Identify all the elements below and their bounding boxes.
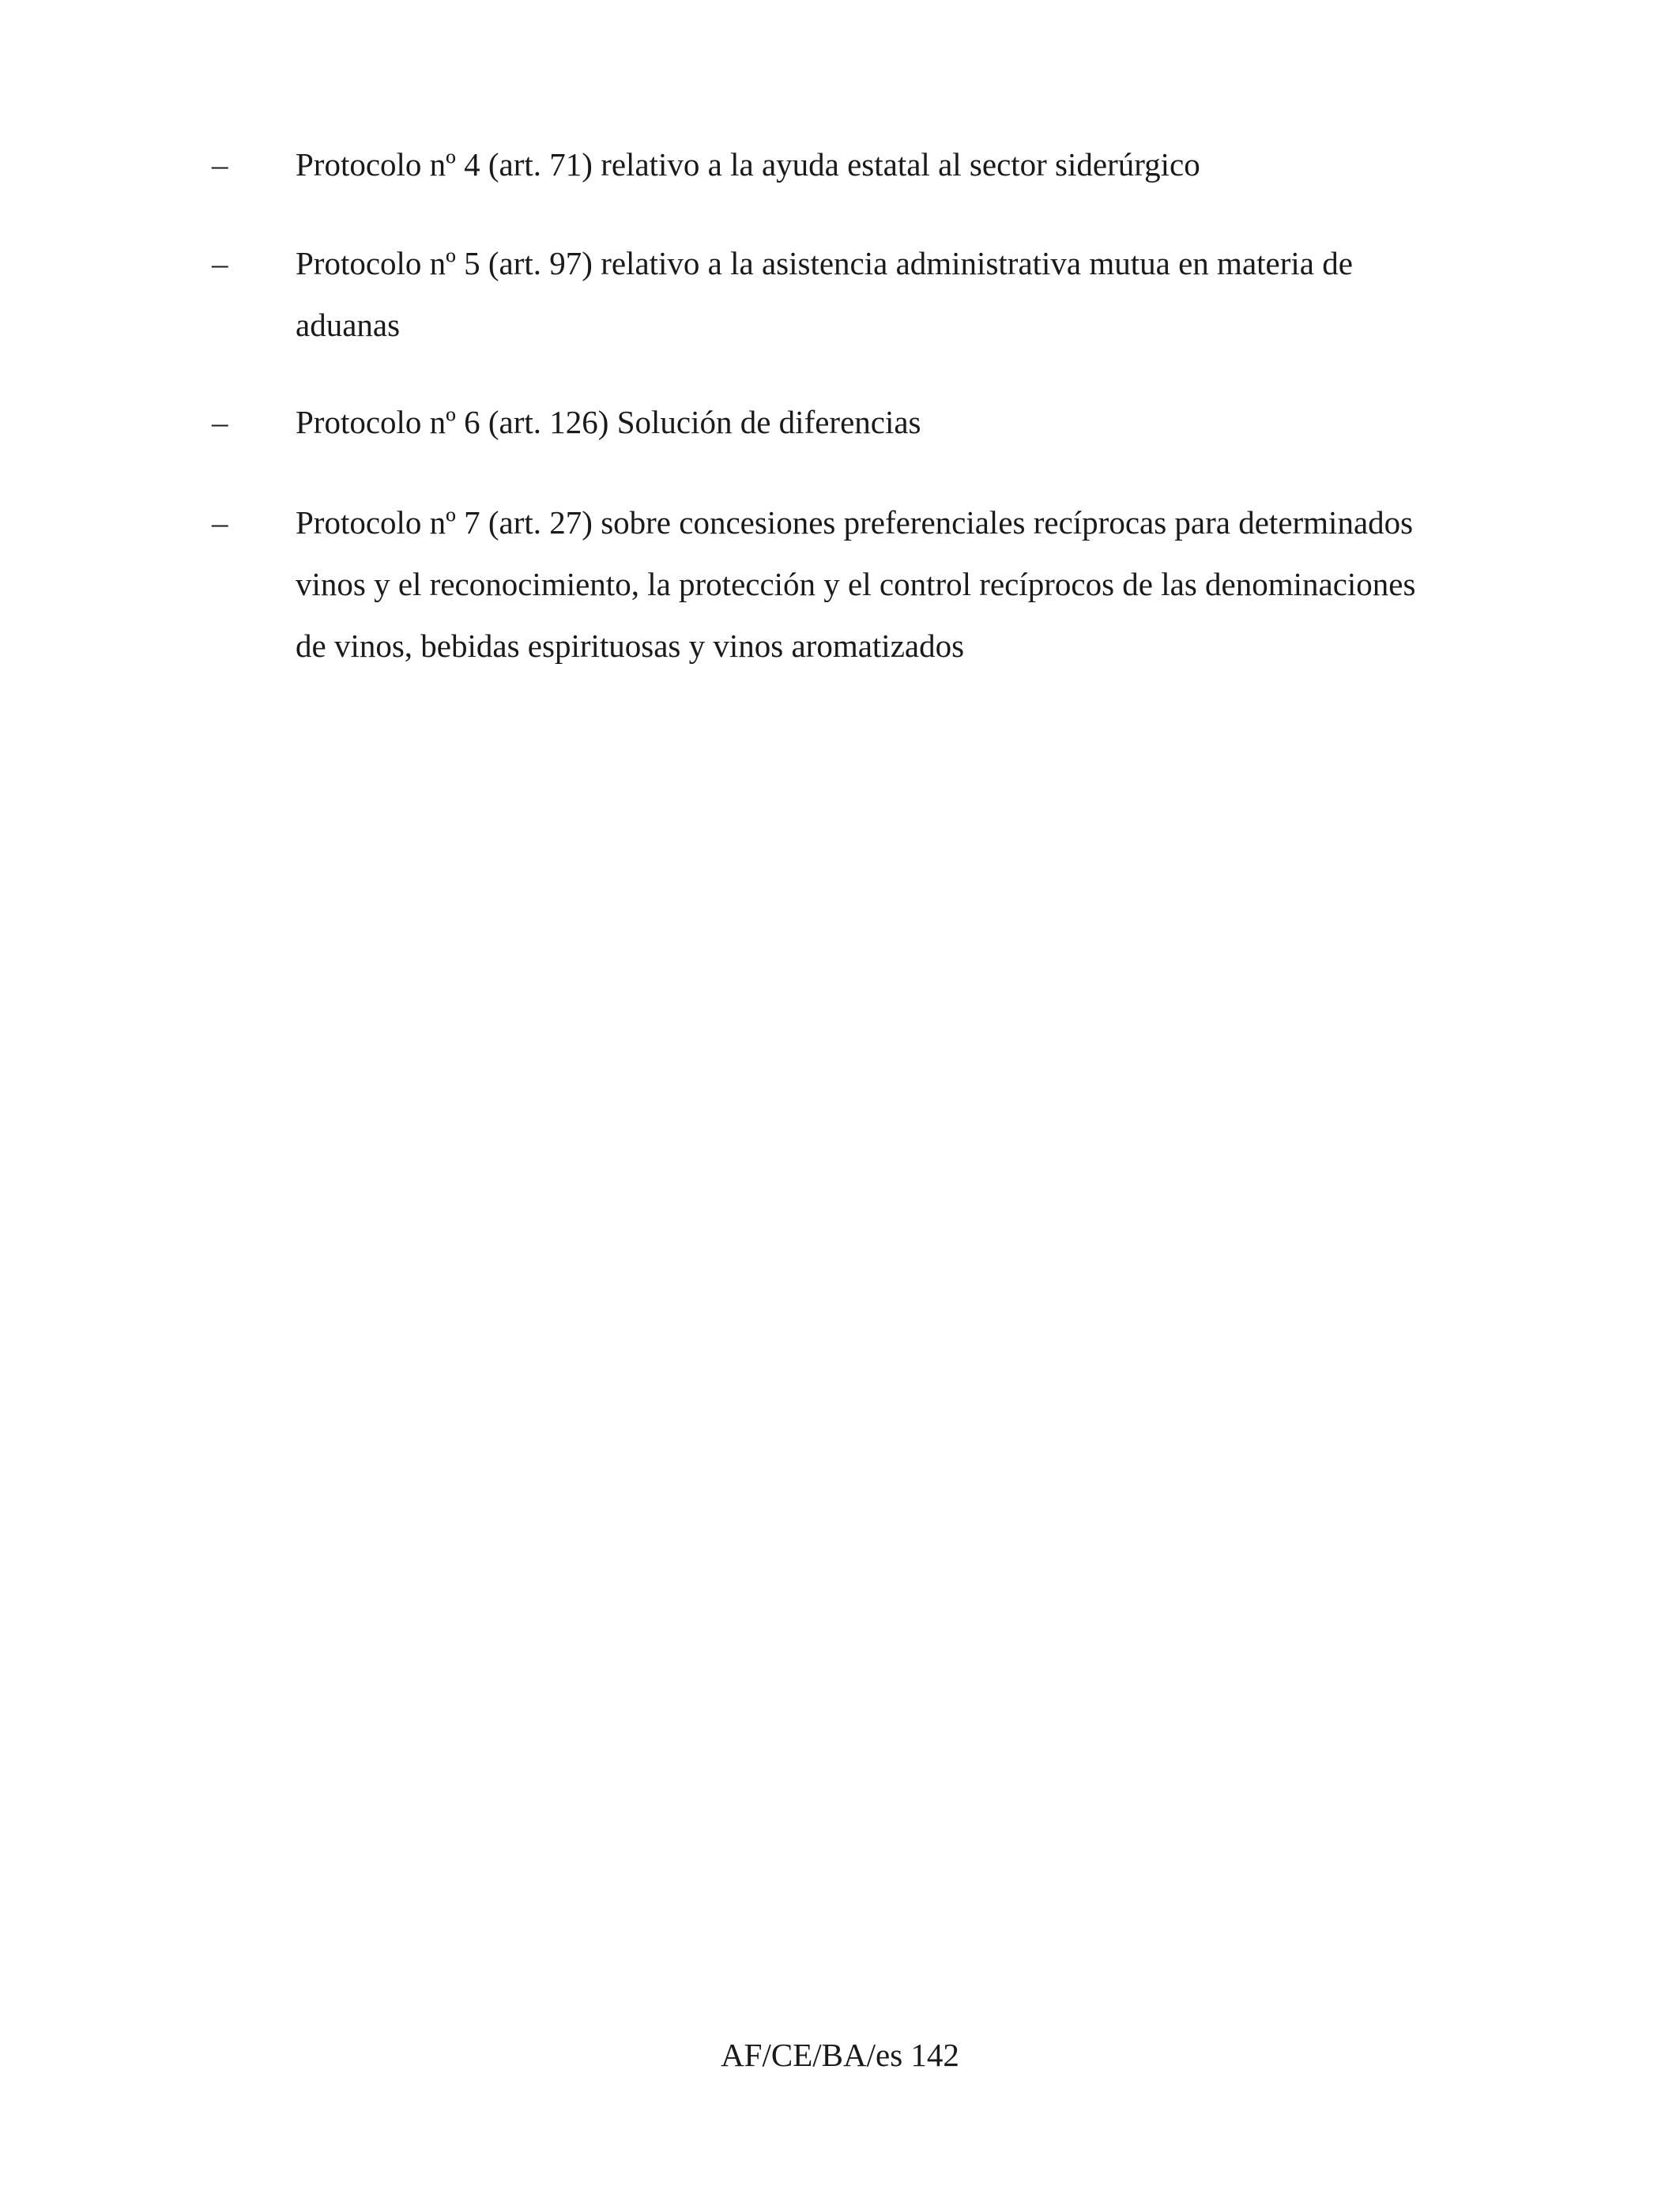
- page-footer: AF/CE/BA/es 142: [721, 2037, 959, 2073]
- list-bullet: –: [212, 146, 228, 183]
- list-bullet: –: [212, 404, 228, 440]
- list-item-text: Protocolo nº 4 (art. 71) relativo a la ayuda estatal al sector siderúrgico: [296, 146, 1200, 183]
- list-item-text: Protocolo nº 5 (art. 97) relativo a la asistencia administrativa mutua en materia de aduanas: [296, 245, 1353, 343]
- list-item-text: Protocolo nº 7 (art. 27) sobre concesiones preferenciales recíprocas para determinados vinos y el reconocimiento, la protección y el control recíprocos de las denominaciones de vinos, bebidas espirituosas y vinos aromatizados: [296, 504, 1416, 664]
- list-item-text: Protocolo nº 6 (art. 126) Solución de diferencias: [296, 404, 921, 440]
- list-bullet: –: [212, 504, 228, 541]
- list-bullet: –: [212, 245, 228, 281]
